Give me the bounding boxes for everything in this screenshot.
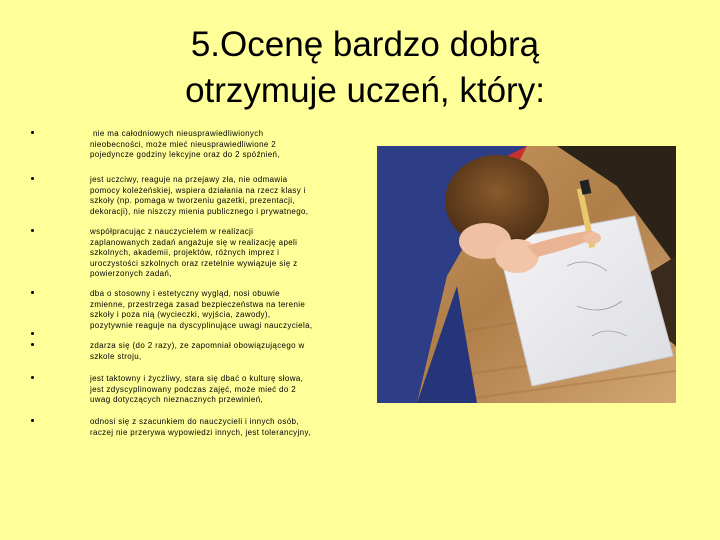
photo-boy-drawing [377,146,676,403]
bullet-line: zaplanowanych zadań angażuje się w realizację apeli [90,237,298,247]
bullet-line: raczej nie przerywa wypowiedzi innych, jest tolerancyjny, [90,427,311,437]
bullet-icon [31,229,34,232]
bullet-line: odnosi się z szacunkiem do nauczycieli i innych osób, [90,417,299,426]
slide-title-line-2: otrzymuje uczeń, który: [185,71,545,110]
bullet-line: nie ma całodniowych nieusprawiedliwionych [93,129,264,138]
bullet-line: nieobecności, może mieć nieusprawiedliwione 2 [90,139,277,149]
bullet-text [90,417,352,438]
bullet-line: powierzonych zadań, [90,269,172,278]
bullet-line: pomocy koleżeńskiej, wspiera działania na rzecz klasy i [90,185,306,195]
bullet-icon [31,291,34,294]
bullet-line: uwag dotyczących nieznacznych przewinień, [90,395,264,404]
bullet-line: pojedyncze godziny lekcyjne oraz do 2 spóźnień, [90,150,280,159]
bullet-line: szkoły (np. pomaga w tworzeniu gazetki, prezentacji, [90,196,295,205]
bullet-line: dba o stosowny i estetyczny wygląd, nosi obuwie [90,289,280,298]
bullet-line: jest zdyscyplinowany podczas zajęć, może mieć do 2 [90,384,297,394]
bullet-line: szkolnych, akademii, projektów, różnych imprez i [90,248,280,257]
bullet-text [90,175,352,217]
bullet-line: zmienne, przestrzega zasad bezpieczeństwa na terenie [90,299,306,309]
bullet-text [90,227,352,280]
bullet-text [90,289,352,331]
bullet-line: dekoracji), nie niszczy mienia publicznego i prywatnego, [90,206,309,216]
bullet-icon [31,332,34,335]
bullet-icon [31,177,34,180]
slide-title [110,22,620,114]
slide-title-line-1: 5.Ocenę bardzo dobrą [190,25,540,64]
bullet-icon [31,343,34,346]
bullet-line: współpracując z nauczycielem w realizacji [90,227,254,236]
bullet-line: uroczystości szkolnych oraz rzetelnie wywiązuje się z [90,258,298,268]
bullet-line: pozytywnie reaguje na dyscyplinujące uwagi nauczyciela, [90,320,313,330]
bullet-text [90,374,352,406]
bullet-icon [31,419,34,422]
bullet-line: zdarza się (do 2 razy), ze zapomniał obowiązującego w [90,341,305,350]
bullet-line: jest uczciwy, reaguje na przejawy zła, nie odmawia [90,175,288,184]
bullet-text [90,129,352,161]
bullet-icon [31,376,34,379]
bullet-icon [31,131,34,134]
bullet-line: szkoły i poza nią (wycieczki, wyjścia, zawody), [90,310,271,319]
bullet-line: jest taktowny i życzliwy, stara się dbać o kulturę słowa, [90,374,304,383]
bullet-line: szkole stroju, [90,351,142,361]
bullet-text [90,341,352,362]
